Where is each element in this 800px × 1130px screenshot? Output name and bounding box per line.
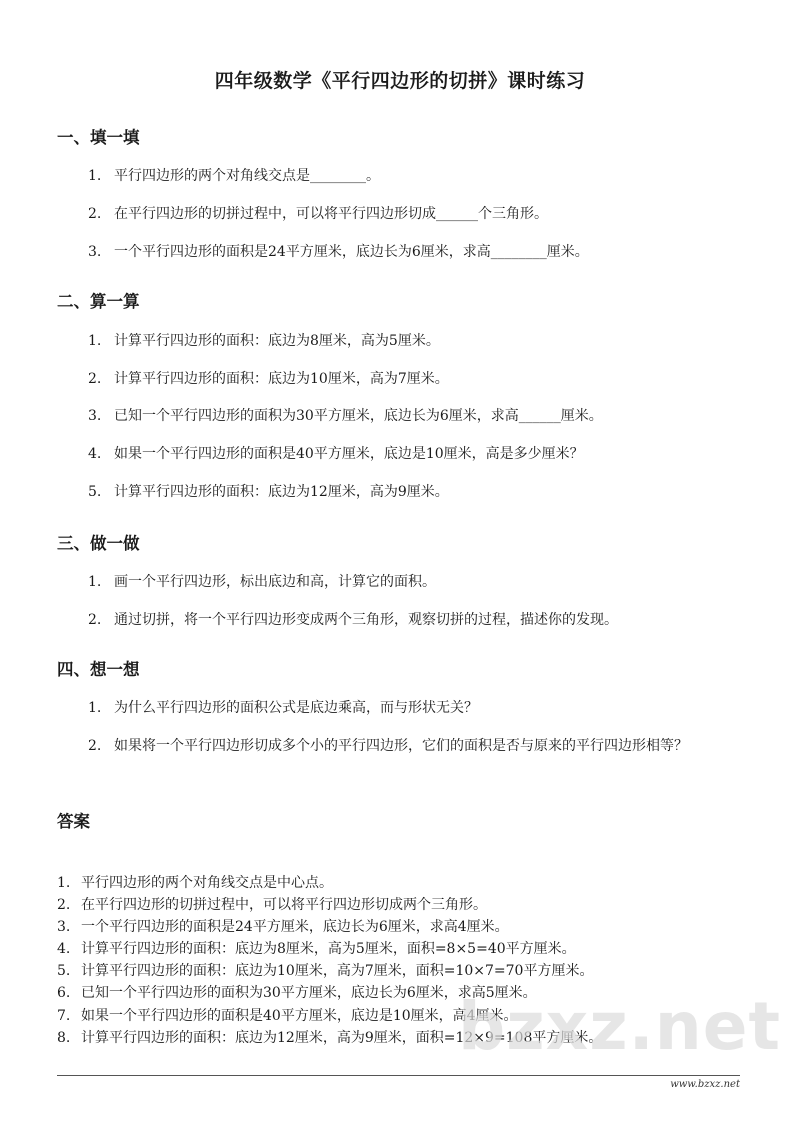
answer-number: 1.	[57, 875, 71, 891]
question-number: 1.	[88, 168, 102, 184]
answer-item	[57, 1005, 602, 1027]
question-number: 5.	[88, 484, 102, 500]
question-text: 画一个平行四边形，标出底边和高，计算它的面积。	[114, 574, 436, 590]
section-heading-fill-in: 一、填一填	[57, 128, 140, 147]
question-number: 2.	[88, 371, 102, 387]
answer-number: 4.	[57, 941, 71, 958]
answer-text: 如果一个平行四边形的面积是40平方厘米，底边是10厘米，高4厘米。	[81, 1007, 518, 1024]
watermark: bzxz.net	[458, 988, 782, 1065]
question-number: 2.	[88, 612, 102, 628]
question-item	[88, 571, 436, 591]
answer-item	[57, 938, 602, 960]
question-number: 3.	[88, 244, 102, 260]
answer-list	[57, 872, 602, 1049]
answer-item	[57, 960, 602, 982]
answer-item	[57, 872, 602, 894]
answers-heading: 答案	[57, 812, 90, 831]
question-text: 已知一个平行四边形的面积为30平方厘米，底边长为6厘米，求高______厘米。	[114, 408, 603, 424]
question-text: 计算平行四边形的面积：底边为10厘米，高为7厘米。	[114, 371, 449, 387]
answer-text: 已知一个平行四边形的面积为30平方厘米，底边长为6厘米，求高5厘米。	[81, 985, 537, 1002]
question-number: 4.	[88, 446, 102, 462]
answer-number: 6.	[57, 985, 71, 1002]
question-text: 平行四边形的两个对角线交点是________。	[114, 168, 380, 184]
question-text: 如果一个平行四边形的面积是40平方厘米，底边是10厘米，高是多少厘米？	[114, 446, 584, 462]
question-item	[88, 165, 380, 185]
question-item	[88, 481, 449, 501]
question-number: 1.	[88, 574, 102, 590]
question-item	[88, 330, 440, 350]
question-item	[88, 609, 618, 629]
answer-number: 2.	[57, 897, 71, 914]
answer-item	[57, 982, 602, 1004]
question-text: 计算平行四边形的面积：底边为8厘米，高为5厘米。	[114, 333, 440, 349]
question-text: 计算平行四边形的面积：底边为12厘米，高为9厘米。	[114, 484, 449, 500]
footer-divider	[57, 1075, 740, 1076]
answer-text: 平行四边形的两个对角线交点是中心点。	[81, 875, 333, 891]
page-title: 四年级数学《平行四边形的切拼》课时练习	[214, 70, 586, 92]
question-number: 1.	[88, 333, 102, 349]
question-number: 1.	[88, 700, 102, 716]
answer-number: 8.	[57, 1029, 71, 1046]
answer-number: 7.	[57, 1007, 71, 1024]
answer-item	[57, 894, 602, 916]
answer-text: 计算平行四边形的面积：底边为12厘米，高为9厘米，面积=12×9=108平方厘米。	[81, 1029, 603, 1046]
question-text: 在平行四边形的切拼过程中，可以将平行四边形切成______个三角形。	[114, 206, 548, 222]
answer-text: 在平行四边形的切拼过程中，可以将平行四边形切成两个三角形。	[81, 897, 487, 914]
section-heading-calculate: 二、算一算	[57, 292, 140, 311]
question-item	[88, 368, 449, 388]
question-number: 2.	[88, 206, 102, 222]
question-item	[88, 405, 603, 425]
question-item	[88, 203, 548, 223]
question-number: 3.	[88, 408, 102, 424]
question-item	[88, 697, 478, 717]
answer-text: 一个平行四边形的面积是24平方厘米，底边长为6厘米，求高4厘米。	[81, 919, 509, 936]
answer-item	[57, 916, 602, 938]
question-text: 如果将一个平行四边形切成多个小的平行四边形，它们的面积是否与原来的平行四边形相等？	[114, 738, 688, 754]
answer-number: 3.	[57, 919, 71, 936]
question-item	[88, 443, 584, 463]
answer-item	[57, 1027, 602, 1049]
section-heading-think: 四、想一想	[57, 660, 140, 679]
answer-number: 5.	[57, 963, 71, 980]
question-item	[57, 733, 747, 759]
question-text: 为什么平行四边形的面积公式是底边乘高，而与形状无关？	[114, 700, 478, 716]
question-number: 2.	[88, 738, 102, 754]
question-item	[88, 241, 589, 261]
question-text: 一个平行四边形的面积是24平方厘米，底边长为6厘米，求高________厘米。	[114, 244, 589, 260]
footer-url: www.bzxz.net	[670, 1079, 740, 1090]
answer-text: 计算平行四边形的面积：底边为10厘米，高为7厘米，面积=10×7=70平方厘米。	[81, 963, 594, 980]
question-text: 通过切拼，将一个平行四边形变成两个三角形，观察切拼的过程，描述你的发现。	[114, 612, 618, 628]
answer-text: 计算平行四边形的面积：底边为8厘米，高为5厘米，面积=8×5=40平方厘米。	[81, 941, 576, 958]
section-heading-do: 三、做一做	[57, 534, 140, 553]
